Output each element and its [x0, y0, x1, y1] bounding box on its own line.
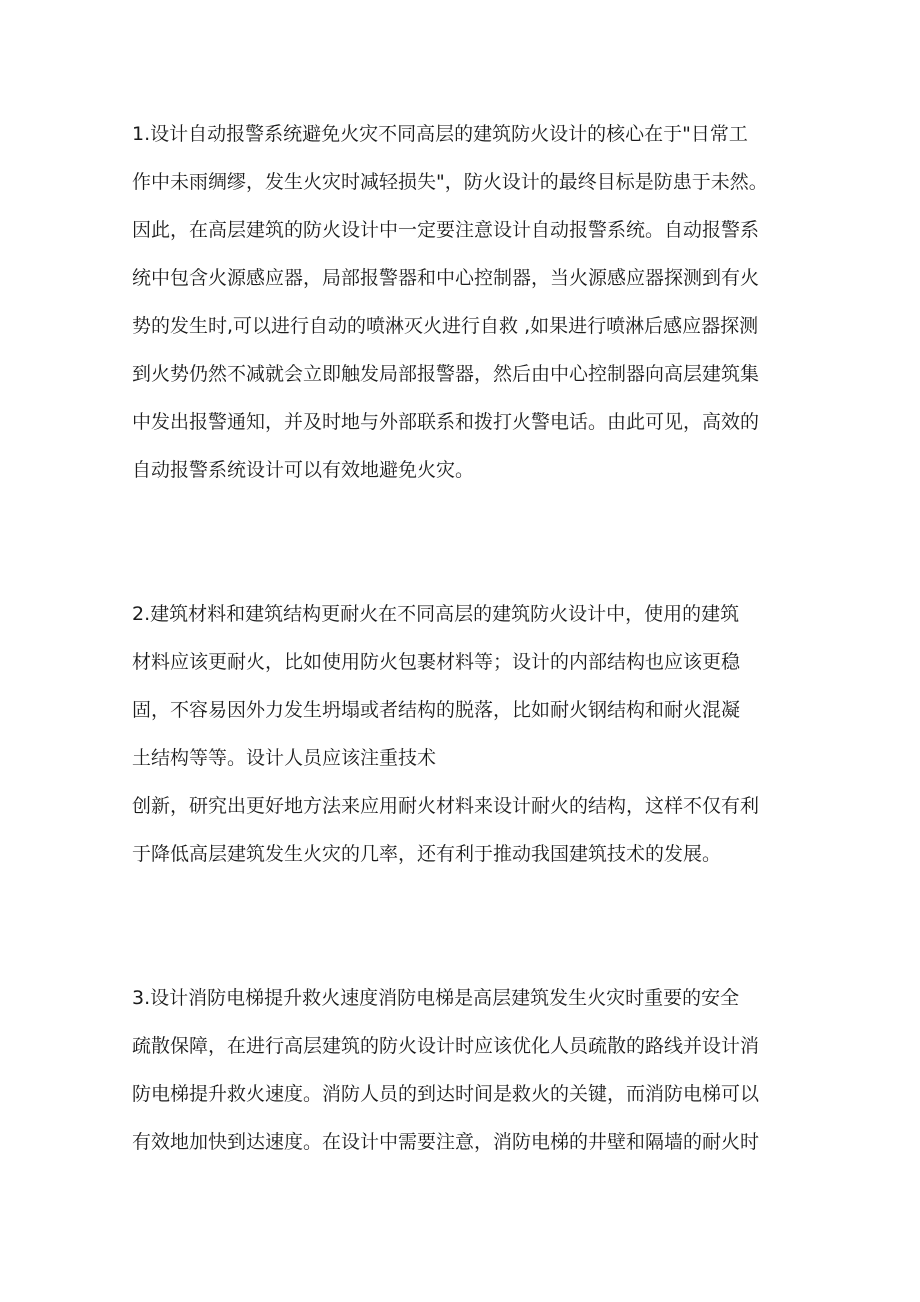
paragraph-line: 中发出报警通知，并及时地与外部联系和拨打火警电话。由此可见，高效的: [132, 411, 760, 433]
paragraph-line: 3.设计消防电梯提升救火速度消防电梯是高层建筑发生火灾时重要的安全: [132, 987, 740, 1009]
paragraph-line: 防电梯提升救火速度。消防人员的到达时间是救火的关键，而消防电梯可以: [132, 1083, 760, 1105]
paragraph-line: 创新，研究出更好地方法来应用耐火材料来设计耐火的结构，这样不仅有利: [132, 795, 760, 817]
paragraph-line: 1.设计自动报警系统避免火灾不同高层的建筑防火设计的核心在于"日常工: [132, 123, 748, 145]
paragraph-line: 因此，在高层建筑的防火设计中一定要注意设计自动报警系统。自动报警系: [132, 219, 760, 241]
paragraph-line: 固，不容易因外力发生坍塌或者结构的脱落，比如耐火钢结构和耐火混凝: [132, 699, 741, 721]
paragraph-line: 有效地加快到达速度。在设计中需要注意，消防电梯的井壁和隔墙的耐火时: [132, 1131, 760, 1153]
paragraph-line: 自动报警系统设计可以有效地避免火灾。: [132, 459, 475, 481]
paragraph-line: 作中未雨绸缪，发生火灾时减轻损失"，防火设计的最终目标是防患于未然。: [132, 171, 768, 193]
paragraph-line: 于降低高层建筑发生火灾的几率，还有利于推动我国建筑技术的发展。: [132, 843, 722, 865]
paragraph-line: 土结构等等。设计人员应该注重技术: [132, 747, 437, 769]
paragraph-line: 统中包含火源感应器，局部报警器和中心控制器，当火源感应器探测到有火: [132, 267, 760, 289]
paragraph-line: 材料应该更耐火，比如使用防火包裹材料等；设计的内部结构也应该更稳: [132, 651, 741, 673]
paragraph-line: 2.建筑材料和建筑结构更耐火在不同高层的建筑防火设计中，使用的建筑: [132, 603, 740, 625]
paragraph-line: 到火势仍然不减就会立即触发局部报警器，然后由中心控制器向高层建筑集: [132, 363, 760, 385]
paragraph-line: 势的发生时,可以进行自动的喷淋灭火进行自救 ,如果进行喷淋后感应器探测: [132, 315, 759, 337]
paragraph-line: 疏散保障，在进行高层建筑的防火设计时应该优化人员疏散的路线并设计消: [132, 1035, 760, 1057]
